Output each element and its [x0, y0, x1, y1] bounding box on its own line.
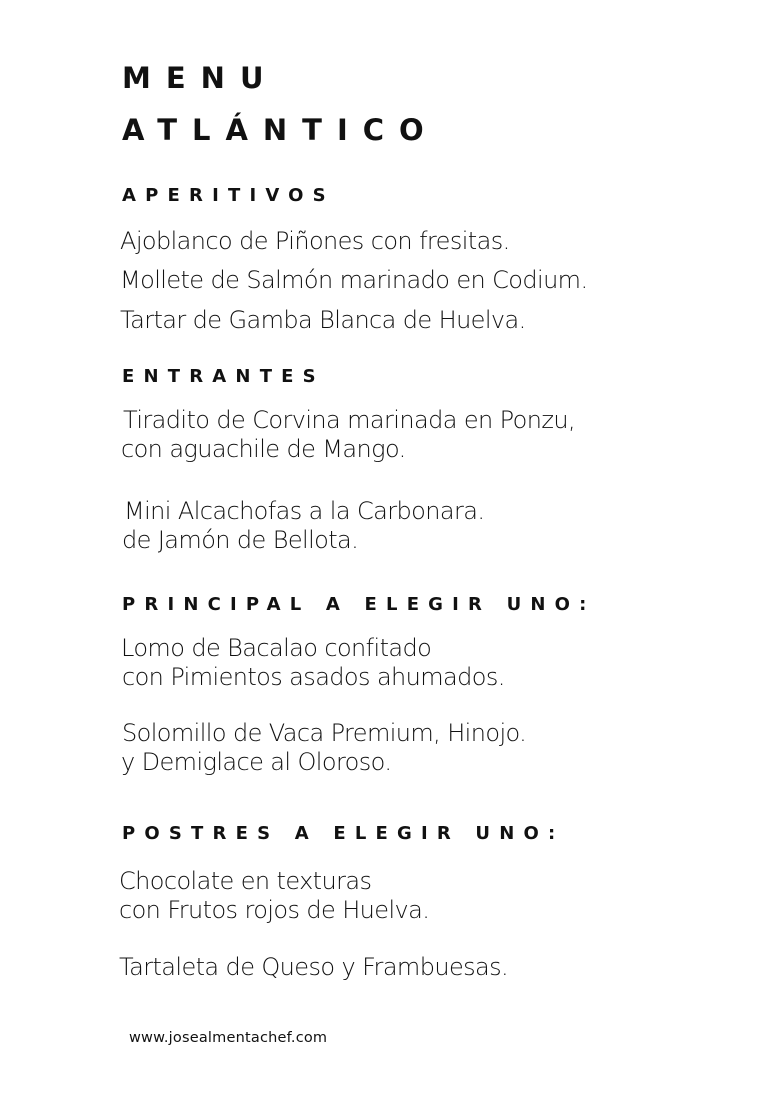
menu-title-line-1: MENU: [122, 61, 279, 95]
menu-title-line-2: ATLÁNTICO: [122, 113, 439, 147]
dish-principal-2-line-1: Solomillo de Vaca Premium, Hinojo.: [122, 719, 527, 747]
section-heading-postres: POSTRES A ELEGIR UNO:: [122, 823, 565, 844]
dish-principal-2-line-2: y Demiglace al Oloroso.: [121, 748, 392, 776]
dish-postre-1-line-2: con Frutos rojos de Huelva.: [119, 896, 430, 924]
section-heading-entrantes: ENTRANTES: [122, 366, 325, 387]
dish-postre-1-line-1: Chocolate en texturas: [119, 867, 372, 895]
dish-principal-1-line-1: Lomo de Bacalao confitado: [121, 634, 432, 662]
section-heading-principal: PRINCIPAL A ELEGIR UNO:: [122, 594, 596, 615]
dish-aperitivo-3: Tartar de Gamba Blanca de Huelva.: [120, 306, 526, 334]
footer-website: www.josealmentachef.com: [129, 1030, 328, 1046]
dish-entrante-2-line-2: de Jamón de Bellota.: [122, 526, 359, 554]
dish-aperitivo-2: Mollete de Salmón marinado en Codium.: [120, 266, 588, 294]
dish-postre-2-line-1: Tartaleta de Queso y Frambuesas.: [119, 953, 509, 981]
dish-principal-1-line-2: con Pimientos asados ahumados.: [122, 663, 505, 691]
dish-entrante-2-line-1: Mini Alcachofas a la Carbonara.: [124, 497, 485, 525]
dish-entrante-1-line-2: con aguachile de Mango.: [121, 435, 406, 463]
dish-entrante-1-line-1: Tiradito de Corvina marinada en Ponzu,: [123, 406, 576, 434]
dish-aperitivo-1: Ajoblanco de Piñones con fresitas.: [120, 227, 510, 255]
section-heading-aperitivos: APERITIVOS: [122, 185, 335, 206]
